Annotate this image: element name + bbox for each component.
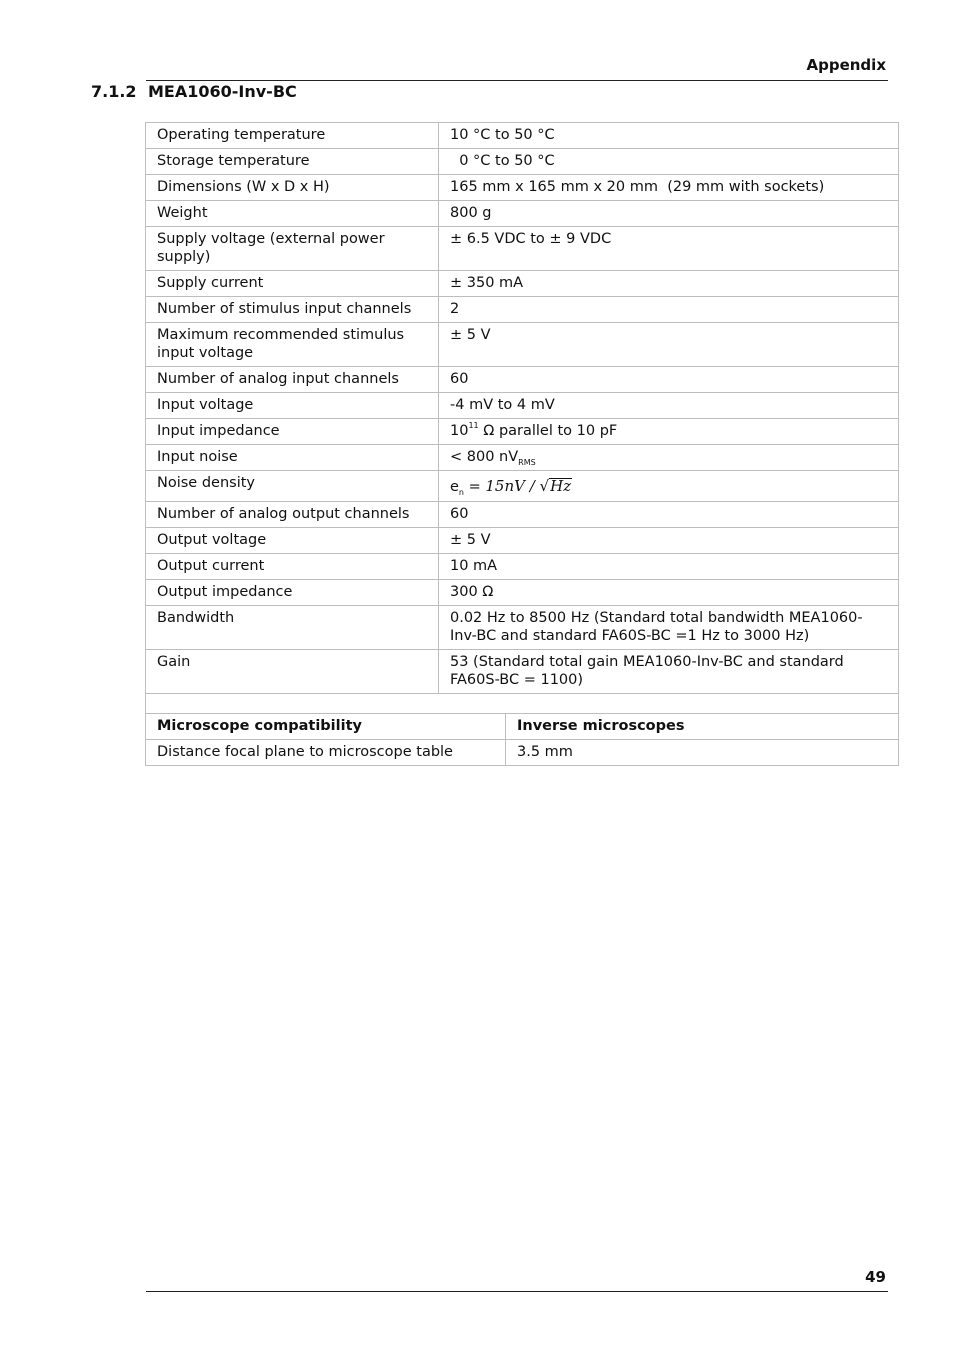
spec-value: ± 6.5 VDC to ± 9 VDC <box>439 227 899 271</box>
page-number: 49 <box>865 1268 886 1286</box>
formula-sqrt-term: Hz <box>550 477 572 495</box>
spec-value: 60 <box>439 502 899 528</box>
spec-label: Gain <box>146 650 439 694</box>
spec-label: Input noise <box>146 445 439 471</box>
spec-label: Supply current <box>146 271 439 297</box>
spec-value: ± 5 V <box>439 528 899 554</box>
section-heading <box>91 82 297 101</box>
table-row <box>146 419 899 445</box>
spec-label: Supply voltage (external power supply) <box>146 227 439 271</box>
section-number: 7.1.2 <box>91 82 137 101</box>
table-row <box>146 227 899 271</box>
spec-label: Output current <box>146 554 439 580</box>
table-row <box>146 554 899 580</box>
impedance-rest: Ω parallel to 10 pF <box>478 423 618 439</box>
running-header: Appendix <box>806 56 886 74</box>
table-row <box>146 650 899 694</box>
impedance-exponent: 11 <box>468 421 479 430</box>
table-row <box>146 714 899 740</box>
noise-density-equals: = <box>464 479 486 495</box>
spec-value <box>439 471 899 502</box>
noise-density-subscript: n <box>458 488 464 497</box>
spacer-cell <box>146 694 899 714</box>
table-row <box>146 445 899 471</box>
spec-label: Output voltage <box>146 528 439 554</box>
spec-label: Number of analog input channels <box>146 367 439 393</box>
spec-value: 0.02 Hz to 8500 Hz (Standard total bandwidth MEA1060-Inv-BC and standard FA60S-BC =1 Hz to 3000 Hz) <box>439 606 899 650</box>
footer-rule <box>146 1291 888 1292</box>
spec-label: Weight <box>146 201 439 227</box>
table-row <box>146 323 899 367</box>
specifications-table <box>145 122 899 714</box>
spec-label: Noise density <box>146 471 439 502</box>
spacer-row <box>146 694 899 714</box>
table-row <box>146 740 899 766</box>
table-row <box>146 123 899 149</box>
spec-value: ± 350 mA <box>439 271 899 297</box>
spec-label: Number of analog output channels <box>146 502 439 528</box>
spec-value: -4 mV to 4 mV <box>439 393 899 419</box>
table-row <box>146 502 899 528</box>
spec-value: ± 5 V <box>439 323 899 367</box>
table-row <box>146 149 899 175</box>
spec-value: 800 g <box>439 201 899 227</box>
table-row <box>146 471 899 502</box>
spec-value: 2 <box>439 297 899 323</box>
table-row <box>146 393 899 419</box>
spec-value <box>439 445 899 471</box>
spec-value: 300 Ω <box>439 580 899 606</box>
table-row <box>146 367 899 393</box>
spec-value: 10 °C to 50 °C <box>439 123 899 149</box>
microscope-header-value: Inverse microscopes <box>506 714 899 740</box>
table-row <box>146 271 899 297</box>
noise-unit-subscript: RMS <box>518 458 536 467</box>
section-title: MEA1060-Inv-BC <box>148 82 297 101</box>
spec-label: Maximum recommended stimulus input voltage <box>146 323 439 367</box>
spec-label: Number of stimulus input channels <box>146 297 439 323</box>
spec-value: 10 mA <box>439 554 899 580</box>
spec-label: Input voltage <box>146 393 439 419</box>
spec-value <box>439 419 899 445</box>
sqrt-icon: √ <box>539 477 550 495</box>
spec-value: 0 °C to 50 °C <box>439 149 899 175</box>
table-row <box>146 528 899 554</box>
spec-label: Storage temperature <box>146 149 439 175</box>
spec-value: 3.5 mm <box>506 740 899 766</box>
table-row <box>146 606 899 650</box>
spec-label: Bandwidth <box>146 606 439 650</box>
header-rule <box>146 80 888 81</box>
spec-value: 165 mm x 165 mm x 20 mm (29 mm with sockets) <box>439 175 899 201</box>
specifications-table-wrap <box>145 122 899 766</box>
spec-value: 60 <box>439 367 899 393</box>
spec-label: Input impedance <box>146 419 439 445</box>
impedance-base: 10 <box>450 423 469 439</box>
table-row <box>146 201 899 227</box>
noise-density-symbol: e <box>450 479 459 495</box>
spec-value: 53 (Standard total gain MEA1060-Inv-BC and standard FA60S-BC = 1100) <box>439 650 899 694</box>
spec-label: Output impedance <box>146 580 439 606</box>
microscope-header-label: Microscope compatibility <box>146 714 506 740</box>
formula-numerator: 15nV / <box>485 477 540 495</box>
noise-value: < 800 nV <box>450 449 519 465</box>
microscope-table <box>145 713 899 766</box>
table-row <box>146 297 899 323</box>
spec-label: Distance focal plane to microscope table <box>146 740 506 766</box>
table-row <box>146 175 899 201</box>
noise-density-formula <box>485 477 572 495</box>
spec-label: Operating temperature <box>146 123 439 149</box>
table-row <box>146 580 899 606</box>
spec-label: Dimensions (W x D x H) <box>146 175 439 201</box>
